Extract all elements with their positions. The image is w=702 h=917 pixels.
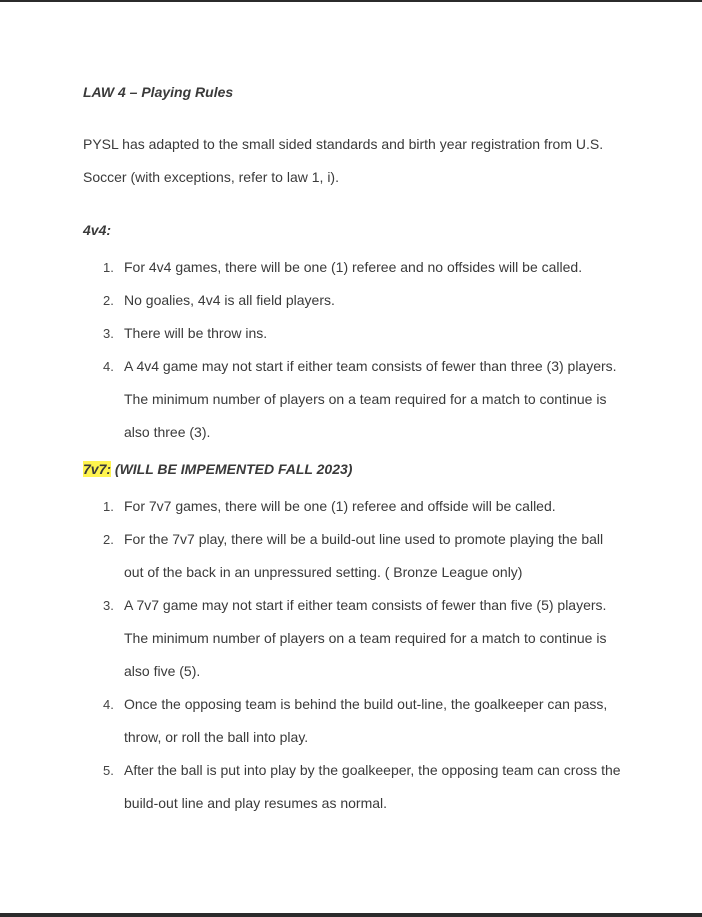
list-item-text: Once the opposing team is behind the build out-line, the goalkeeper can pass, throw, or roll the ball into play. bbox=[124, 696, 608, 745]
list-item bbox=[83, 350, 619, 449]
list-4v4 bbox=[83, 251, 643, 449]
list-item bbox=[83, 589, 619, 688]
section-7v7-note: (WILL BE IMPEMENTED FALL 2023) bbox=[111, 461, 353, 477]
list-item bbox=[83, 754, 629, 820]
highlighted-label: 7v7: bbox=[83, 461, 112, 477]
list-number: 1. bbox=[103, 499, 114, 514]
list-item-text: There will be throw ins. bbox=[124, 325, 268, 341]
list-item bbox=[83, 317, 643, 350]
list-number: 2. bbox=[103, 532, 114, 547]
list-item bbox=[83, 523, 624, 589]
list-number: 5. bbox=[103, 763, 114, 778]
section-4v4-heading: 4v4: bbox=[83, 222, 112, 238]
list-item-text: A 4v4 game may not start if either team consists of fewer than three (3) players. The minimum number of players on a team required for a match to continue is also three (3). bbox=[124, 358, 617, 440]
list-item-text: For 7v7 games, there will be one (1) referee and offside will be called. bbox=[124, 498, 556, 514]
list-item bbox=[83, 284, 643, 317]
list-number: 4. bbox=[103, 359, 114, 374]
section-7v7-heading bbox=[83, 461, 352, 477]
list-item-text: For the 7v7 play, there will be a build-out line used to promote playing the ball out of the back in an unpressured setting. ( Bronze League only) bbox=[124, 531, 604, 580]
list-item bbox=[83, 490, 643, 523]
list-number: 4. bbox=[103, 697, 114, 712]
list-item-text: No goalies, 4v4 is all field players. bbox=[124, 292, 335, 308]
list-item bbox=[83, 688, 614, 754]
top-border bbox=[0, 0, 702, 2]
law-title: LAW 4 – Playing Rules bbox=[83, 84, 234, 100]
list-number: 3. bbox=[103, 326, 114, 341]
list-number: 3. bbox=[103, 598, 114, 613]
intro-paragraph: PYSL has adapted to the small sided standards and birth year registration from U.S. Soccer (with exceptions, refer to law 1, i). bbox=[83, 136, 604, 185]
list-item-text: A 7v7 game may not start if either team consists of fewer than five (5) players. The minimum number of players on a team required for a match to continue is also five (5). bbox=[124, 597, 607, 679]
bottom-border bbox=[0, 913, 702, 917]
list-number: 1. bbox=[103, 260, 114, 275]
list-item bbox=[83, 251, 643, 284]
list-item-text: For 4v4 games, there will be one (1) referee and no offsides will be called. bbox=[124, 259, 583, 275]
list-7v7 bbox=[83, 490, 643, 820]
list-item-text: After the ball is put into play by the goalkeeper, the opposing team can cross the build-out line and play resumes as normal. bbox=[124, 762, 621, 811]
list-number: 2. bbox=[103, 293, 114, 308]
